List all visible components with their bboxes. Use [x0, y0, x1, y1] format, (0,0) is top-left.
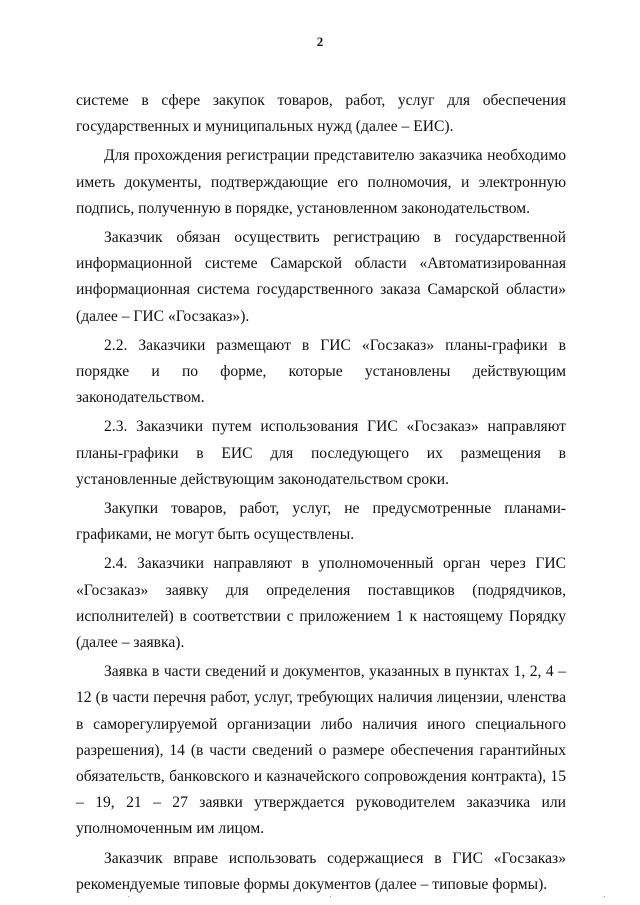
paragraph-customer-registration: Заказчик обязан осуществить регистрацию в государственной информационной системе Самарской области «Автоматизированная информационная система государственного заказа Самарской области» (далее – ГИС «Госзаказ»).: [76, 229, 566, 325]
scan-speck: [128, 896, 129, 897]
scan-speck: [604, 896, 605, 897]
paragraph-application-approval: Заявка в части сведений и документов, указанных в пунктах 1, 2, 4 – 12 (в части перечня работ, услуг, требующих наличия лицензии, членства в саморегулируемой организации либо наличия иного специального разрешения), 14 (в части сведений о размере обеспечения гарантийных обязательств, банковского и казначейского сопровождения контракта), 15 – 19, 21 – 27 заявки утверждается руководителем заказчика или уполномоченным им лицом.: [76, 663, 566, 838]
paragraph-registration-documents: Для прохождения регистрации представителю заказчика необходимо иметь документы, подтверждающие его полномочия, и электронную подпись, полученную в порядке, установленном законодательством.: [76, 147, 566, 217]
paragraph-unplanned-purchases: Закупки товаров, работ, услуг, не предусмотренные планами-графиками, не могут быть осуществлены.: [76, 500, 566, 544]
paragraph-2-4: 2.4. Заказчики направляют в уполномоченный орган через ГИС «Госзаказ» заявку для определения поставщиков (подрядчиков, исполнителей) в соответствии с приложением 1 к настоящему Порядку (далее – заявка).: [76, 555, 566, 652]
document-body: [76, 88, 566, 901]
page-number: 2: [316, 34, 324, 49]
paragraph-standard-forms: Заказчик вправе использовать содержащиеся в ГИС «Госзаказ» рекомендуемые типовые формы документов (далее – типовые формы).: [76, 849, 566, 893]
paragraph-2-2: 2.2. Заказчики размещают в ГИС «Госзаказ» планы-графики в порядке и по форме, которые установлены действующим законодательством.: [76, 336, 566, 407]
paragraph-continuation: системе в сфере закупок товаров, работ, услуг для обеспечения государственных и муниципальных нужд (далее – ЕИС).: [76, 92, 566, 136]
scan-speck: [330, 896, 331, 897]
paragraph-2-3: 2.3. Заказчики путем использования ГИС «Госзаказ» направляют планы-графики в ЕИС для последующего их размещения в установленные действующим законодательством сроки.: [76, 418, 566, 488]
